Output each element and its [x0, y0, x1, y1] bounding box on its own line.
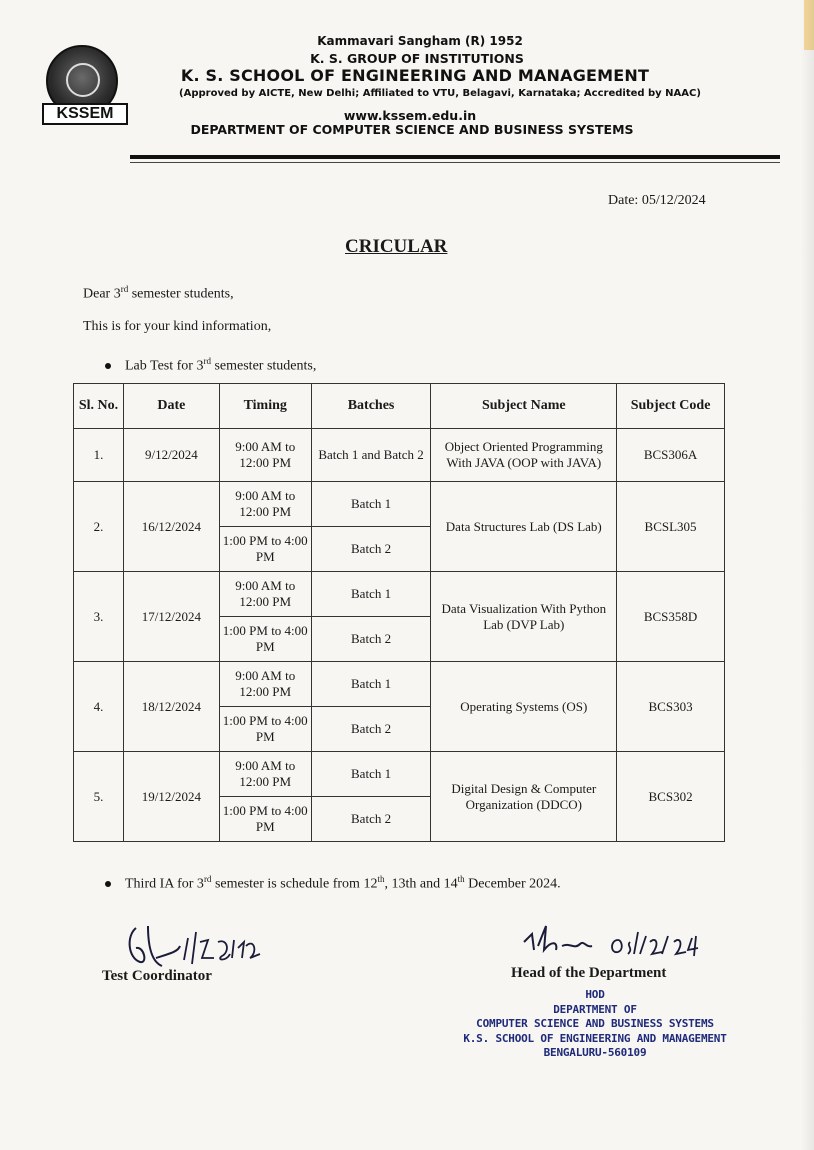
stamp-line: BENGALURU-560109 — [543, 1046, 647, 1059]
bullet-text: Lab Test for 3 — [125, 358, 204, 374]
stamp-line: HOD — [585, 988, 605, 1001]
cell-sl: 2. — [74, 482, 124, 572]
cell-batch: Batch 1 — [311, 752, 431, 797]
approval-line: (Approved by AICTE, New Delhi; Affiliated to VTU, Belagavi, Karnataka; Accredited by NAAC) — [179, 88, 701, 99]
cell-batch: Batch 1 and Batch 2 — [311, 429, 431, 482]
ia-text: semester is schedule from 12 — [211, 876, 378, 892]
cell-timing: 9:00 AM to 12:00 PM — [219, 429, 311, 482]
ia-text: Third IA for 3 — [125, 876, 204, 892]
ia-text: December 2024. — [464, 876, 561, 892]
logo-text: KSSEM — [42, 103, 128, 125]
ia-sup: th — [377, 874, 385, 884]
bullet-third-ia — [105, 874, 561, 893]
header-batches: Batches — [311, 384, 431, 429]
website: www.kssem.edu.in — [343, 108, 477, 123]
cell-batch: Batch 2 — [311, 797, 431, 842]
cell-timing: 9:00 AM to 12:00 PM — [219, 482, 311, 527]
table-row — [74, 572, 725, 617]
cell-subject: Digital Design & Computer Organization (DDCO) — [431, 752, 617, 842]
department-name: DEPARTMENT OF COMPUTER SCIENCE AND BUSINESS SYSTEMS — [190, 122, 634, 137]
table-row — [74, 662, 725, 707]
page-edge-shadow — [800, 0, 814, 1150]
hod-stamp — [460, 988, 730, 1061]
cell-code: BCS358D — [617, 572, 725, 662]
cell-timing: 9:00 AM to 12:00 PM — [219, 752, 311, 797]
lab-test-schedule-table — [73, 383, 725, 842]
bullet-lab-test — [105, 356, 316, 375]
header-timing: Timing — [219, 384, 311, 429]
stamp-line: DEPARTMENT OF — [553, 1002, 637, 1016]
cell-batch: Batch 1 — [311, 482, 431, 527]
bullet-text-end: semester students, — [210, 358, 317, 374]
coordinator-label: Test Coordinator — [102, 968, 212, 984]
cell-batch: Batch 1 — [311, 662, 431, 707]
salutation — [83, 284, 234, 303]
header-sl-no: Sl. No. — [74, 384, 124, 429]
college-name: K. S. SCHOOL OF ENGINEERING AND MANAGEMENT — [180, 66, 650, 85]
table-row — [74, 752, 725, 797]
ia-sup: rd — [203, 874, 212, 884]
bullet-icon — [105, 363, 111, 369]
stamp-line: K.S. SCHOOL OF ENGINEERING AND MANAGEMENT — [463, 1031, 727, 1045]
info-line: This is for your kind information, — [83, 319, 272, 334]
cell-date: 19/12/2024 — [123, 752, 219, 842]
cell-timing: 1:00 PM to 4:00 PM — [219, 527, 311, 572]
globe-icon — [66, 63, 100, 97]
cell-timing: 1:00 PM to 4:00 PM — [219, 707, 311, 752]
cell-subject: Data Visualization With Python Lab (DVP Lab) — [431, 572, 617, 662]
bullet-sup: rd — [203, 356, 211, 366]
bullet-icon — [105, 881, 111, 887]
ia-sup: th — [457, 874, 465, 884]
cell-date: 18/12/2024 — [123, 662, 219, 752]
salutation-sup: rd — [120, 284, 129, 294]
cell-batch: Batch 1 — [311, 572, 431, 617]
header-subject-name: Subject Name — [431, 384, 617, 429]
header-divider-thin — [130, 162, 780, 163]
cell-timing: 1:00 PM to 4:00 PM — [219, 617, 311, 662]
page-title: CRICULAR — [345, 236, 448, 257]
cell-date: 17/12/2024 — [123, 572, 219, 662]
salutation-text-end: semester students, — [128, 286, 234, 302]
table-row — [74, 482, 725, 527]
circular-date: Date: 05/12/2024 — [608, 193, 706, 208]
society-name: Kammavari Sangham (R) 1952 — [317, 34, 523, 48]
cell-code: BCS302 — [617, 752, 725, 842]
table-row — [74, 429, 725, 482]
cell-timing: 9:00 AM to 12:00 PM — [219, 572, 311, 617]
cell-batch: Batch 2 — [311, 707, 431, 752]
cell-code: BCS303 — [617, 662, 725, 752]
cell-subject: Object Oriented Programming With JAVA (OOP with JAVA) — [431, 429, 617, 482]
cell-code: BCSL305 — [617, 482, 725, 572]
cell-date: 16/12/2024 — [123, 482, 219, 572]
hod-signature — [522, 920, 722, 960]
cell-sl: 1. — [74, 429, 124, 482]
group-name: K. S. GROUP OF INSTITUTIONS — [310, 51, 524, 66]
cell-batch: Batch 2 — [311, 617, 431, 662]
salutation-text: Dear 3 — [83, 286, 121, 302]
cell-timing: 1:00 PM to 4:00 PM — [219, 797, 311, 842]
cell-timing: 9:00 AM to 12:00 PM — [219, 662, 311, 707]
hod-label: Head of the Department — [511, 965, 667, 981]
header-subject-code: Subject Code — [617, 384, 725, 429]
cell-subject: Data Structures Lab (DS Lab) — [431, 482, 617, 572]
header-date: Date — [123, 384, 219, 429]
cell-batch: Batch 2 — [311, 527, 431, 572]
table-header-row — [74, 384, 725, 429]
header-divider — [130, 155, 780, 159]
cell-subject: Operating Systems (OS) — [431, 662, 617, 752]
cell-sl: 4. — [74, 662, 124, 752]
cell-sl: 5. — [74, 752, 124, 842]
ia-text: , 13th and 14 — [384, 876, 458, 892]
cell-code: BCS306A — [617, 429, 725, 482]
cell-sl: 3. — [74, 572, 124, 662]
cell-date: 9/12/2024 — [123, 429, 219, 482]
stamp-line: COMPUTER SCIENCE AND BUSINESS SYSTEMS — [476, 1017, 714, 1030]
